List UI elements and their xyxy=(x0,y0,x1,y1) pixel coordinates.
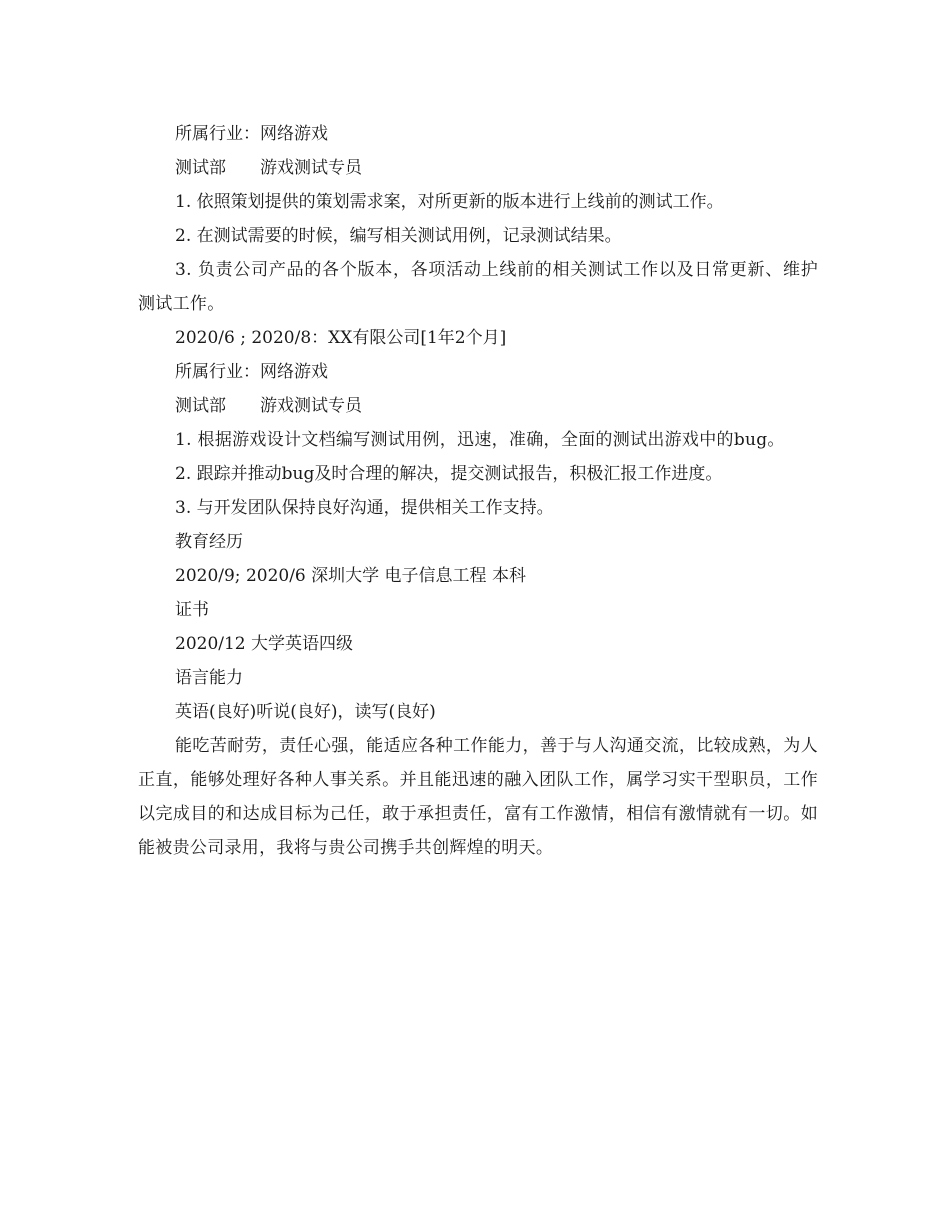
industry-line: 所属行业：网络游戏 xyxy=(175,124,328,144)
duty-item-3: 3. 负责公司产品的各个版本，各项活动上线前的相关测试工作以及日常更新、维护测试工作。 xyxy=(138,260,818,314)
industry-line-2: 所属行业：网络游戏 xyxy=(175,362,328,382)
duty-item-b1: 1. 根据游戏设计文档编写测试用例，迅速，准确，全面的测试出游戏中的bug。 xyxy=(175,430,785,450)
department-position-line: 测试部 游戏测试专员 xyxy=(175,158,362,178)
language-heading: 语言能力 xyxy=(175,668,243,688)
department-position-line-2: 测试部 游戏测试专员 xyxy=(175,396,362,416)
language-entry: 英语(良好)听说(良好)，读写(良好) xyxy=(175,702,436,722)
duty-item-1: 1. 依照策划提供的策划需求案，对所更新的版本进行上线前的测试工作。 xyxy=(175,192,724,212)
self-evaluation-paragraph: 能吃苦耐劳，责任心强，能适应各种工作能力，善于与人沟通交流，比较成熟，为人正直，能够处理好各种人事关系。并且能迅速的融入团队工作，属学习实干型职员，工作以完成目的和达成目标为己任，敢于承担责任，富有工作激情，相信有激情就有一切。如能被贵公司录用，我将与贵公司携手共创辉煌的明天。 xyxy=(138,736,818,858)
education-heading: 教育经历 xyxy=(175,532,243,552)
document-body xyxy=(138,117,818,865)
employment-period-line: 2020/6 ; 2020/8：XX有限公司[1年2个月] xyxy=(175,328,507,348)
duty-item-b3: 3. 与开发团队保持良好沟通，提供相关工作支持。 xyxy=(175,498,554,518)
duty-item-2: 2. 在测试需要的时候，编写相关测试用例，记录测试结果。 xyxy=(175,226,622,246)
certificate-entry: 2020/12 大学英语四级 xyxy=(175,634,354,654)
education-entry: 2020/9; 2020/6 深圳大学 电子信息工程 本科 xyxy=(175,566,526,586)
certificate-heading: 证书 xyxy=(175,600,209,620)
duty-item-b2: 2. 跟踪并推动bug及时合理的解决，提交测试报告，积极汇报工作进度。 xyxy=(175,464,723,484)
